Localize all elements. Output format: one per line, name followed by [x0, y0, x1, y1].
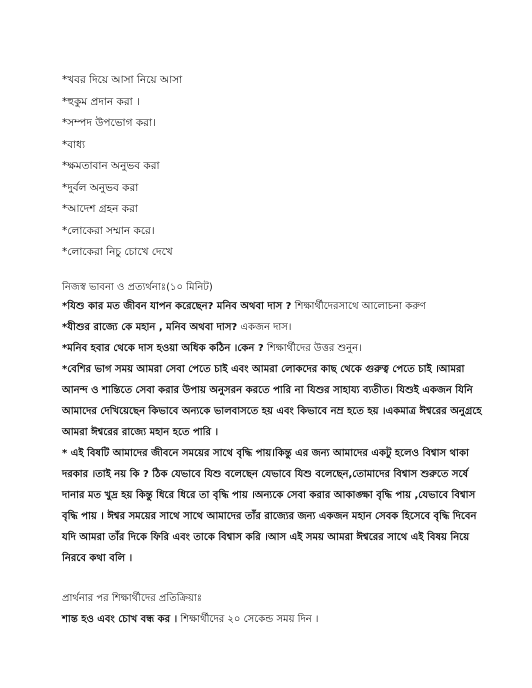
list-item: *দুর্বল অনুভব করা: [62, 181, 139, 194]
question-paragraph: [62, 296, 482, 317]
list-item: *সম্পদ উপভোগ করা।: [62, 117, 156, 129]
final-instruction: [62, 612, 319, 629]
question-paragraph: [62, 317, 482, 338]
list-item: *লোকেরা সম্মান করে।: [62, 224, 155, 237]
prayer-heading: প্রার্থনার পর শিক্ষার্থীদের প্রতিক্রিয়াঃ: [62, 593, 203, 604]
body-paragraph: * এই বিষটি আমাদের জীবনে সময়ের সাথে বৃদ্ধি পায়।কিন্তু এর জন্য আমাদের একটু হলেও বিশ্বাস থাকা দরকার ।তাই নয় কি ? ঠিক যেভাবে যিশু বলেছেন যেভাবে যিশু বলেছেন,তোমাদের বিশ্বাস শুরুতে সর্ষে দানার মত খুদ্র হয় কিন্তু ধিরে ধিরে তা বৃদ্ধি পায় ।অন্যকে সেবা করার আকাঙ্ক্ষা বৃদ্ধি পায় ,যেভাবে বিশ্বাস বৃদ্ধি পায় । ঈশ্বর সময়ের সাথে সাথে আমাদের তাঁর রাজ্যের জন্য একজন মহান সেবক হিসেবে বৃদ্ধি দিবেন যদি আমরা তাঁর দিকে ফিরি এবং তাকে বিশ্বাস করি ।আস এই সময় আমরা ঈশ্বরের সাথে এই বিষয় নিয়ে নিরবে কথা বলি ।: [62, 448, 477, 564]
instruction-text: শিক্ষার্থীদের উত্তর শুনুন।: [263, 343, 362, 354]
list-item: *খবর দিয়ে আসা নিয়ে আসা: [62, 74, 183, 86]
body-paragraph: *বেশির ভাগ সময় আমরা সেবা পেতে চাই এবং আমরা লোকদের কাছ থেকে গুরুত্ব পেতে চাই ।আমরা আনন্দ ও শান্তিতে সেবা করার উপায় অনুসরন করতে পারি না যিশুর সাহায্য ব্যতীত। যিশুই একজন যিনি আমাদের দেখিয়েছেন কিভাবে অন্যকে ভালবাসতে হয় এবং কিভাবে নম্র হতে হয় ।একমাত্র ঈশ্বরের অনুগ্রহে আমরা ঈশ্বরের রাজ্যে মহান হতে পারি ।: [62, 364, 482, 438]
question-text: *মনিব হবার থেকে দাস হওয়া অধিক কঠিন ।কেন ?: [62, 343, 264, 354]
reflection-heading: নিজস্ব ভাবনা ও প্রত্যর্থনাঃ(১০ মিনিট): [62, 282, 213, 293]
list-item: *ক্ষমতাবান অনুভব করা: [62, 160, 160, 172]
list-item: *হুকুম প্রদান করা ।: [62, 95, 140, 108]
list-item: *আদেশ গ্রহন করা: [62, 203, 138, 215]
instruction-text: শিক্ষার্থীদেরসাথে আলোচনা করুণ: [291, 301, 426, 312]
final-rest-text: শিক্ষার্থীদের ২০ সেকেন্ড সময় দিন ।: [177, 614, 319, 625]
answer-text: একজন দাস।: [237, 322, 292, 333]
question-text: *যীশুর রাজ্যে কে মহান , মনিব অথবা দাস?: [62, 322, 238, 333]
question-text: *যিশু কার মত জীবন যাপন করেছেন? মনিব অথবা দাস ?: [62, 301, 292, 312]
question-paragraph: [62, 338, 482, 359]
final-bold-text: শান্ত হও এবং চোখ বন্ধ কর ।: [62, 614, 178, 625]
activity-list: [62, 70, 482, 264]
list-item: *বাধ্য: [62, 138, 86, 151]
list-item: *লোকেরা নিচু চোখে দেখে: [62, 246, 173, 258]
